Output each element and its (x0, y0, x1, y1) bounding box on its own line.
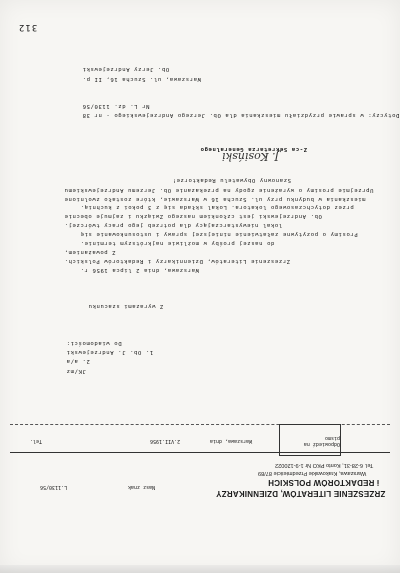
salutation: Szanowny Obywatelu Redaktorze! (172, 177, 292, 183)
org-address: Warszawa, Krakowskie Przedmieście 87/89 (258, 470, 367, 476)
body-line-7: do naszej prośby w możliwie najkrótszym terminie. (80, 240, 275, 246)
handwritten-signature: J. Kosiński (222, 150, 280, 163)
footer-date-label: Warszawa, dnia (210, 438, 253, 444)
body-line-4: Ob. Andrzejewski jest członkiem naszego Związku i zajmuje obecnie (64, 213, 322, 219)
typist-initials: JK/mz (66, 368, 86, 374)
reference-line-2: Dotyczy: w sprawie przydziału mieszkania dla Ob. Jerzego Andrzejewskiego - nr 38 (82, 112, 400, 118)
body-line-1: Uprzejmie prosimy o wyrażenie zgody na przekazanie Ob. Jerzemu Andrzejewskiemu (64, 187, 374, 193)
distribution-line-2: 2. a/a (66, 358, 90, 364)
address-line-2: Warszawa, ul. Szucha 16, II p. (82, 76, 202, 82)
address-line-1: Ob. Jerzy Andrzejewski (82, 66, 170, 72)
closing: Z wyrazami szacunku (88, 303, 164, 309)
body-line-6: Prosimy o pozytywne załatwienie niniejszej sprawy i ustosunkowanie się (80, 231, 358, 237)
org-name-line-1: ZRZESZENIE LITERATÓW, DZIENNIKARZY (216, 489, 386, 498)
body-line-8: Z poważaniem, (64, 249, 116, 255)
distribution-label: Do wiadomości: (66, 340, 122, 346)
reference-line-1: Nr L. dz. 1130/56 (82, 103, 150, 109)
body-line-10: Warszawa, dnia 2 lipca 1956 r. (80, 267, 200, 273)
our-reference-value: L.1130/56 (40, 484, 68, 490)
body-line-2: mieszkania w budynku przy ul. Szucha 16 w Warszawie, które zostało zwolnione (64, 196, 366, 202)
our-reference-label: Nasz znak (128, 484, 156, 490)
footer-divider-solid (10, 452, 390, 453)
org-name-line-2: i REDAKTORÓW POLSKICH (268, 478, 380, 487)
footer-phone-label: Tel. (30, 438, 43, 444)
stamp-label: Odpowiedź na pismo (303, 435, 340, 447)
footer-date-value: 2.VII.1956 (150, 438, 181, 444)
body-line-9: Zrzeszenie Literatów, Dziennikarzy i Redaktorów Polskich. (64, 258, 291, 264)
page-number: 312 (18, 22, 38, 32)
body-line-5: lokal niewystarczający dla potrzeb jego pracy twórczej. (64, 222, 283, 228)
signature-title: Z-ca Sekretarza Generalnego (200, 146, 308, 152)
body-line-3: przez dotychczasowego lokatora. Lokal składa się z 3 pokoi z kuchnią. (80, 204, 354, 210)
org-address-2: Tel. 6-28-31, Konto PKO Nr 1-9-120022 (275, 462, 374, 468)
distribution-line-1: 1. Ob. J. Andrzejewski (66, 349, 154, 355)
scan-edge-shadow (0, 565, 400, 573)
